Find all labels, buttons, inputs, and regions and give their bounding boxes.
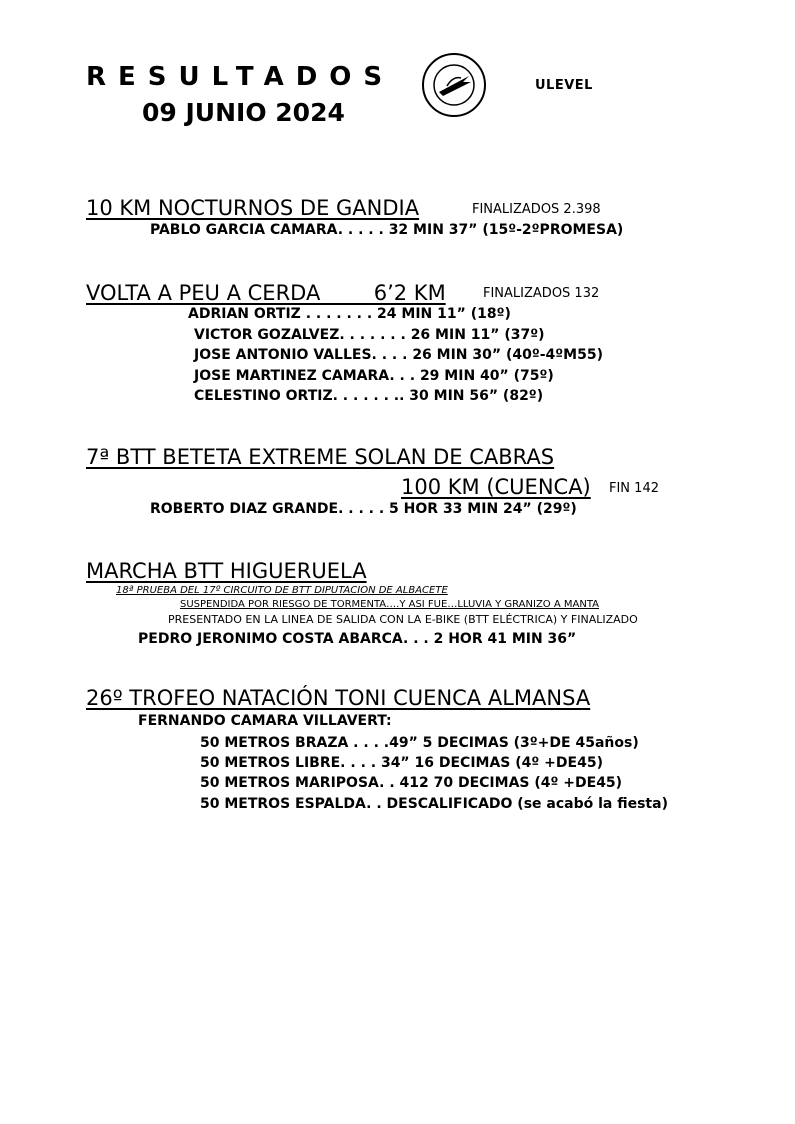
section-heading: 7ª BTT BETETA EXTREME SOLAN DE CABRAS: [86, 445, 555, 469]
section-note: FINALIZADOS 2.398: [472, 202, 601, 217]
section-subnote: SUSPENDIDA POR RIESGO DE TORMENTA….Y ASI FUE…LLUVIA Y GRANIZO A MANTA: [180, 599, 599, 610]
brand-logo: ULEVEL: [535, 78, 593, 93]
section-heading: MARCHA BTT HIGUERUELA: [86, 559, 367, 583]
section-note: FIN 142: [609, 481, 659, 496]
result-line: ADRIAN ORTIZ . . . . . . . 24 MIN 11” (18º): [188, 306, 511, 322]
result-line: 50 METROS LIBRE. . . . 34” 16 DECIMAS (4º +DE45): [200, 755, 603, 771]
section-heading-continued: 100 KM (CUENCA): [401, 475, 591, 499]
result-line: JOSE ANTONIO VALLES. . . . 26 MIN 30” (40º-4ºM55): [194, 347, 603, 363]
result-line: 50 METROS MARIPOSA. . 412 70 DECIMAS (4º +DE45): [200, 775, 623, 791]
athlete-name: FERNANDO CAMARA VILLAVERT:: [138, 713, 392, 729]
result-line: PEDRO JERONIMO COSTA ABARCA. . . 2 HOR 41 MIN 36”: [138, 631, 577, 647]
section-heading: 26º TROFEO NATACIÓN TONI CUENCA ALMANSA: [86, 686, 591, 710]
section-subnote: PRESENTADO EN LA LINEA DE SALIDA CON LA E-BIKE (BTT ELÉCTRICA) Y FINALIZADO: [168, 613, 638, 626]
section-heading: VOLTA A PEU A CERDA 6’2 KM: [86, 281, 446, 305]
result-line: ROBERTO DIAZ GRANDE. . . . . 5 HOR 33 MIN 24” (29º): [150, 501, 577, 517]
section-note: FINALIZADOS 132: [483, 286, 600, 301]
result-line: 50 METROS ESPALDA. . DESCALIFICADO (se acabó la fiesta): [200, 796, 668, 812]
result-line: CELESTINO ORTIZ. . . . . . .. 30 MIN 56” (82º): [194, 388, 544, 404]
result-line: VICTOR GOZALVEZ. . . . . . . 26 MIN 11” (37º): [194, 327, 545, 343]
result-line: PABLO GARCIA CAMARA. . . . . 32 MIN 37” (15º-2ºPROMESA): [150, 222, 624, 238]
result-line: JOSE MARTINEZ CAMARA. . . 29 MIN 40” (75º): [194, 368, 554, 384]
result-line: 50 METROS BRAZA . . . .49” 5 DECIMAS (3º+DE 45años): [200, 735, 639, 751]
club-logo: [421, 52, 487, 118]
page-title: RESULTADOS: [86, 62, 395, 92]
section-heading: 10 KM NOCTURNOS DE GANDIA: [86, 196, 420, 220]
section-subnote: 18ª PRUEBA DEL 17º CIRCUITO DE BTT DIPUTACION DE ALBACETE: [116, 585, 448, 596]
page-date: 09 JUNIO 2024: [142, 98, 345, 127]
